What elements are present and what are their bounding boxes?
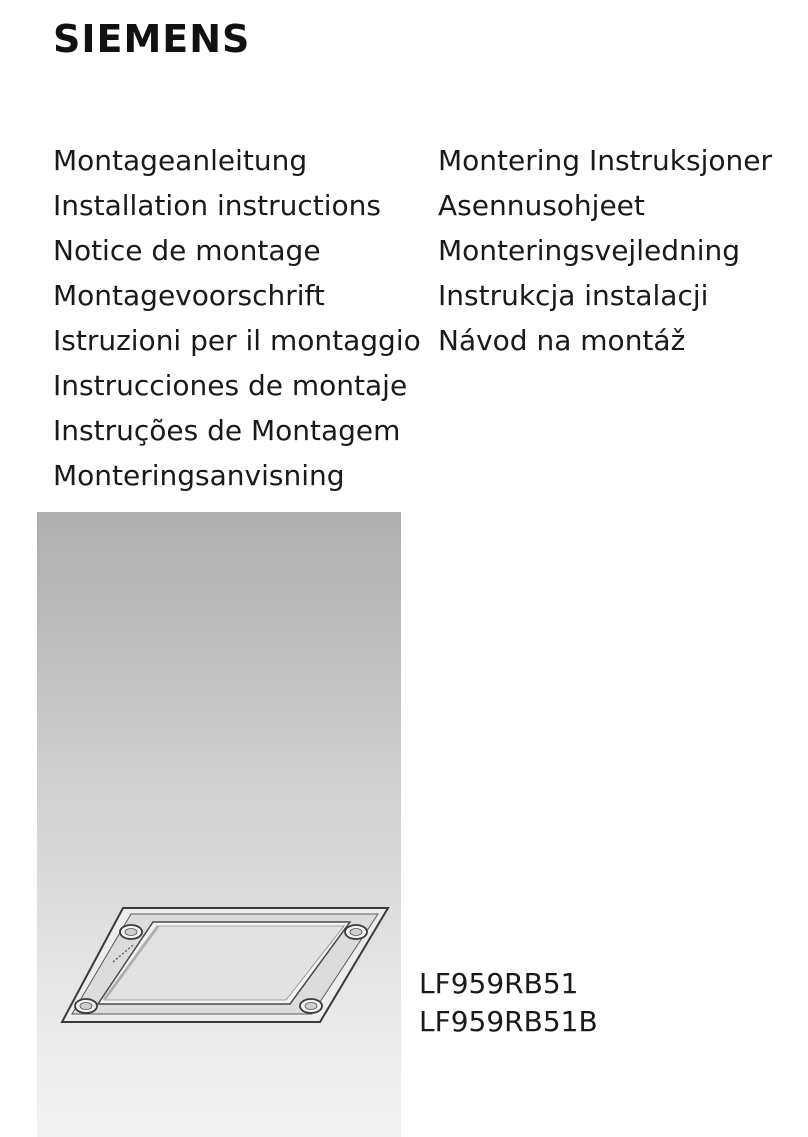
title-sv: Monteringsanvisning xyxy=(53,459,345,492)
gray-gradient-panel xyxy=(37,512,401,1137)
title-nl: Montagevoorschrift xyxy=(53,279,325,312)
title-de: Montageanleitung xyxy=(53,144,308,177)
title-it: Istruzioni per il montaggio xyxy=(53,324,421,357)
title-pt: Instruções de Montagem xyxy=(53,414,401,447)
title-no: Montering Instruksjoner xyxy=(438,144,772,177)
model-number: LF959RB51 xyxy=(419,967,579,1000)
title-fi: Asennusohjeet xyxy=(438,189,645,222)
title-es: Instrucciones de montaje xyxy=(53,369,408,402)
title-da: Monteringsvejledning xyxy=(438,234,741,267)
model-list xyxy=(419,965,598,1041)
title-list-left xyxy=(53,138,421,498)
model-number: LF959RB51B xyxy=(419,1005,598,1038)
brand-logo: SIEMENS xyxy=(53,17,251,61)
title-list-right xyxy=(438,138,772,363)
title-fr: Notice de montage xyxy=(53,234,321,267)
ceiling-hood-illustration xyxy=(58,900,398,1030)
title-pl: Instrukcja instalacji xyxy=(438,279,709,312)
title-en: Installation instructions xyxy=(53,189,381,222)
title-cs: Návod na montáž xyxy=(438,324,686,357)
